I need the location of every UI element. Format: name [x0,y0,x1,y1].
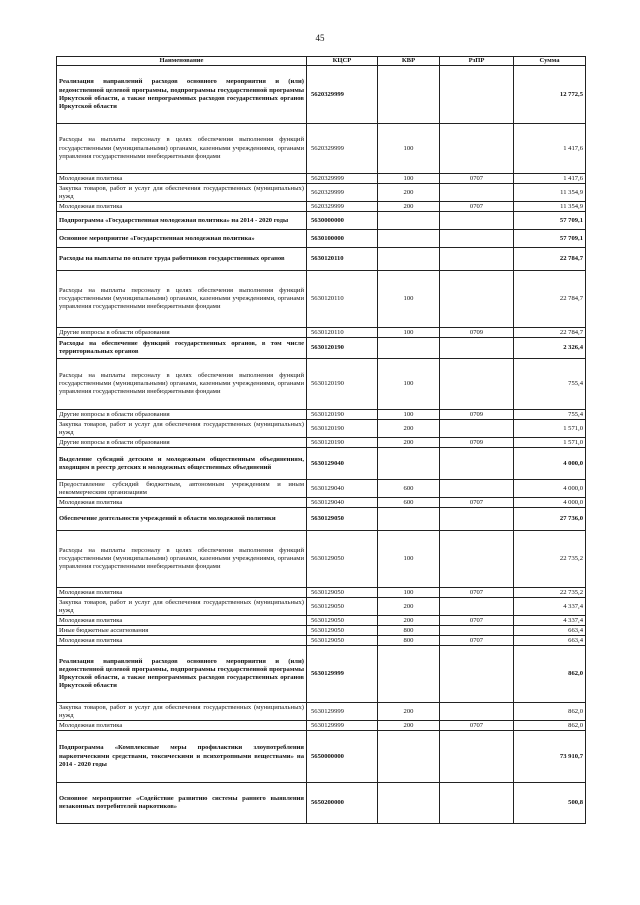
cell-code: 5650000000 [307,731,378,783]
table-row [57,230,586,248]
cell-kvr [378,646,440,703]
cell-rzpr: 0709 [440,410,514,420]
cell-code: 5630100000 [307,230,378,248]
table-row [57,448,586,480]
cell-rzpr [440,626,514,636]
cell-sum: 4 337,4 [514,598,586,616]
cell-sum: 663,4 [514,636,586,646]
cell-sum: 4 337,4 [514,616,586,626]
cell-name: Подпрограмма «Комплексные меры профилактики злоупотребления наркотическими средствами, токсическими и психотропными веществами» на 2014 - 2020 годы [57,731,307,783]
cell-rzpr [440,508,514,531]
cell-name: Закупка товаров, работ и услуг для обеспечения государственных (муниципальных) нужд [57,703,307,721]
cell-sum: 2 326,4 [514,338,586,359]
cell-rzpr: 0707 [440,498,514,508]
table-row [57,531,586,588]
cell-sum: 500,8 [514,783,586,824]
cell-kvr: 100 [378,328,440,338]
cell-name: Реализация направлений расходов основного мероприятия и (или) ведомственной целевой программы, подпрограммы государственной программы Иркутской области, а также непрограммных расходов государственных органов Иркутской области [57,66,307,124]
cell-kvr: 100 [378,124,440,174]
cell-code: 5630120190 [307,338,378,359]
cell-sum: 4 000,0 [514,480,586,498]
cell-sum: 862,0 [514,646,586,703]
page-number: 45 [315,33,325,43]
cell-rzpr: 0707 [440,721,514,731]
table-row [57,721,586,731]
cell-rzpr: 0709 [440,328,514,338]
cell-kvr: 200 [378,202,440,212]
cell-kvr: 200 [378,703,440,721]
cell-kvr [378,230,440,248]
header-rzpr: РзПР [440,57,514,66]
cell-code: 5620329999 [307,66,378,124]
table-row [57,212,586,230]
cell-sum: 27 736,0 [514,508,586,531]
table-row [57,626,586,636]
cell-rzpr [440,248,514,271]
cell-sum: 22 735,2 [514,531,586,588]
cell-kvr [378,508,440,531]
cell-sum: 73 910,7 [514,731,586,783]
cell-sum: 4 000,0 [514,448,586,480]
cell-rzpr: 0707 [440,616,514,626]
cell-kvr: 600 [378,498,440,508]
cell-sum: 11 354,9 [514,202,586,212]
table-row [57,248,586,271]
cell-code: 5630129040 [307,480,378,498]
cell-code: 5630129050 [307,588,378,598]
cell-code: 5630120190 [307,420,378,438]
table-row [57,202,586,212]
cell-code: 5630129040 [307,498,378,508]
cell-kvr [378,448,440,480]
cell-code: 5630129050 [307,508,378,531]
cell-kvr: 100 [378,588,440,598]
cell-sum: 12 772,5 [514,66,586,124]
cell-kvr [378,248,440,271]
header-name: Наименование [57,57,307,66]
cell-kvr: 800 [378,636,440,646]
cell-code: 5630129999 [307,703,378,721]
cell-name: Другие вопросы в области образования [57,410,307,420]
cell-name: Другие вопросы в области образования [57,328,307,338]
cell-rzpr [440,212,514,230]
cell-name: Молодежная политика [57,498,307,508]
table-row [57,184,586,202]
budget-table [56,56,586,824]
table-row [57,588,586,598]
cell-rzpr: 0707 [440,636,514,646]
cell-rzpr [440,124,514,174]
cell-sum: 755,4 [514,410,586,420]
table-row [57,480,586,498]
cell-code: 5630129050 [307,636,378,646]
cell-name: Расходы на обеспечение функций государственных органов, в том числе территориальных органов [57,338,307,359]
cell-sum: 22 784,7 [514,271,586,328]
header-kvr: КВР [378,57,440,66]
cell-rzpr [440,598,514,616]
cell-name: Расходы на выплаты персоналу в целях обеспечения выполнения функций государственными (муниципальными) органами, казенными учреждениями, органами управления государственными внебюджетными фондами [57,271,307,328]
cell-name: Выделение субсидий детским и молодежным общественным объединениям, входящим в реестр детских и молодежных общественных объединений [57,448,307,480]
table-row [57,636,586,646]
cell-sum: 22 784,7 [514,248,586,271]
table-row [57,508,586,531]
table-row [57,598,586,616]
cell-sum: 1 571,0 [514,438,586,448]
table-row [57,66,586,124]
cell-code: 5630120110 [307,248,378,271]
cell-kvr [378,212,440,230]
cell-code: 5630129050 [307,531,378,588]
cell-kvr: 100 [378,359,440,410]
table-row [57,359,586,410]
table-row [57,124,586,174]
cell-name: Реализация направлений расходов основного мероприятия и (или) ведомственной целевой программы, подпрограммы государственной программы Иркутской области, а также непрограммных расходов государственных органов Иркутской области [57,646,307,703]
cell-kvr [378,731,440,783]
cell-sum: 755,4 [514,359,586,410]
cell-name: Закупка товаров, работ и услуг для обеспечения государственных (муниципальных) нужд [57,184,307,202]
cell-sum: 57 709,1 [514,230,586,248]
cell-kvr: 100 [378,410,440,420]
cell-sum: 862,0 [514,703,586,721]
cell-rzpr [440,359,514,410]
cell-code: 5620329999 [307,124,378,174]
cell-code: 5630129999 [307,721,378,731]
cell-name: Иные бюджетные ассигнования [57,626,307,636]
cell-code: 5630129050 [307,598,378,616]
cell-sum: 1 417,6 [514,174,586,184]
cell-code: 5650200000 [307,783,378,824]
cell-kvr: 200 [378,420,440,438]
cell-code: 5630129999 [307,646,378,703]
cell-name: Расходы на выплаты персоналу в целях обеспечения выполнения функций государственными (муниципальными) органами, казенными учреждениями, органами управления государственными внебюджетными фондами [57,359,307,410]
cell-sum: 22 784,7 [514,328,586,338]
cell-name: Молодежная политика [57,636,307,646]
cell-name: Закупка товаров, работ и услуг для обеспечения государственных (муниципальных) нужд [57,420,307,438]
table-row [57,420,586,438]
cell-name: Подпрограмма «Государственная молодежная политика» на 2014 - 2020 годы [57,212,307,230]
cell-name: Расходы на выплаты по оплате труда работников государственных органов [57,248,307,271]
cell-sum: 1 417,6 [514,124,586,174]
cell-kvr: 200 [378,184,440,202]
cell-rzpr: 0707 [440,588,514,598]
cell-name: Предоставление субсидий бюджетным, автономным учреждениям и иным некоммерческим организациям [57,480,307,498]
cell-kvr: 100 [378,271,440,328]
cell-name: Основное мероприятие «Государственная молодежная политика» [57,230,307,248]
cell-name: Другие вопросы в области образования [57,438,307,448]
cell-code: 5630000000 [307,212,378,230]
cell-rzpr [440,420,514,438]
cell-rzpr [440,66,514,124]
cell-kvr: 100 [378,174,440,184]
cell-code: 5630120190 [307,359,378,410]
table-row [57,338,586,359]
cell-code: 5630120110 [307,328,378,338]
cell-kvr [378,66,440,124]
cell-code: 5630120190 [307,438,378,448]
cell-code: 5620329999 [307,202,378,212]
cell-sum: 1 571,0 [514,420,586,438]
cell-kvr [378,338,440,359]
cell-rzpr: 0707 [440,202,514,212]
header-sum: Сумма [514,57,586,66]
cell-name: Молодежная политика [57,174,307,184]
cell-name: Обеспечение деятельности учреждений в области молодежной политики [57,508,307,531]
cell-code: 5630129050 [307,626,378,636]
cell-code: 5630129040 [307,448,378,480]
cell-kvr: 800 [378,626,440,636]
table-row [57,703,586,721]
cell-code: 5630120190 [307,410,378,420]
cell-kvr: 100 [378,531,440,588]
cell-name: Молодежная политика [57,721,307,731]
cell-rzpr [440,731,514,783]
cell-rzpr [440,480,514,498]
cell-kvr: 200 [378,438,440,448]
cell-name: Расходы на выплаты персоналу в целях обеспечения выполнения функций государственными (муниципальными) органами, казенными учреждениями, органами управления государственными внебюджетными фондами [57,124,307,174]
table-body [57,66,586,824]
cell-rzpr [440,531,514,588]
table-row [57,271,586,328]
cell-rzpr: 0707 [440,174,514,184]
cell-name: Расходы на выплаты персоналу в целях обеспечения выполнения функций государственными (муниципальными) органами, казенными учреждениями, органами управления государственными внебюджетными фондами [57,531,307,588]
cell-code: 5620329999 [307,174,378,184]
cell-rzpr: 0709 [440,438,514,448]
cell-kvr: 200 [378,616,440,626]
table-row [57,646,586,703]
table-row [57,174,586,184]
cell-kvr [378,783,440,824]
cell-kvr: 200 [378,598,440,616]
table-header-row [57,57,586,66]
cell-rzpr [440,271,514,328]
cell-sum: 862,0 [514,721,586,731]
cell-code: 5630129050 [307,616,378,626]
cell-name: Закупка товаров, работ и услуг для обеспечения государственных (муниципальных) нужд [57,598,307,616]
cell-rzpr [440,338,514,359]
table-row [57,731,586,783]
cell-rzpr [440,646,514,703]
cell-kvr: 200 [378,721,440,731]
cell-sum: 11 354,9 [514,184,586,202]
table-row [57,616,586,626]
cell-name: Молодежная политика [57,588,307,598]
cell-rzpr [440,448,514,480]
table-row [57,783,586,824]
cell-rzpr [440,783,514,824]
cell-name: Основное мероприятие «Содействие развитию системы раннего выявления незаконных потребителей наркотиков» [57,783,307,824]
cell-code: 5630120110 [307,271,378,328]
cell-sum: 4 000,0 [514,498,586,508]
cell-rzpr [440,230,514,248]
cell-code: 5620329999 [307,184,378,202]
cell-kvr: 600 [378,480,440,498]
table-row [57,498,586,508]
header-code: КЦСР [307,57,378,66]
cell-sum: 663,4 [514,626,586,636]
table-row [57,328,586,338]
table-row [57,410,586,420]
cell-name: Молодежная политика [57,616,307,626]
cell-sum: 57 709,1 [514,212,586,230]
cell-rzpr [440,703,514,721]
cell-name: Молодежная политика [57,202,307,212]
table-row [57,438,586,448]
cell-sum: 22 735,2 [514,588,586,598]
cell-rzpr [440,184,514,202]
